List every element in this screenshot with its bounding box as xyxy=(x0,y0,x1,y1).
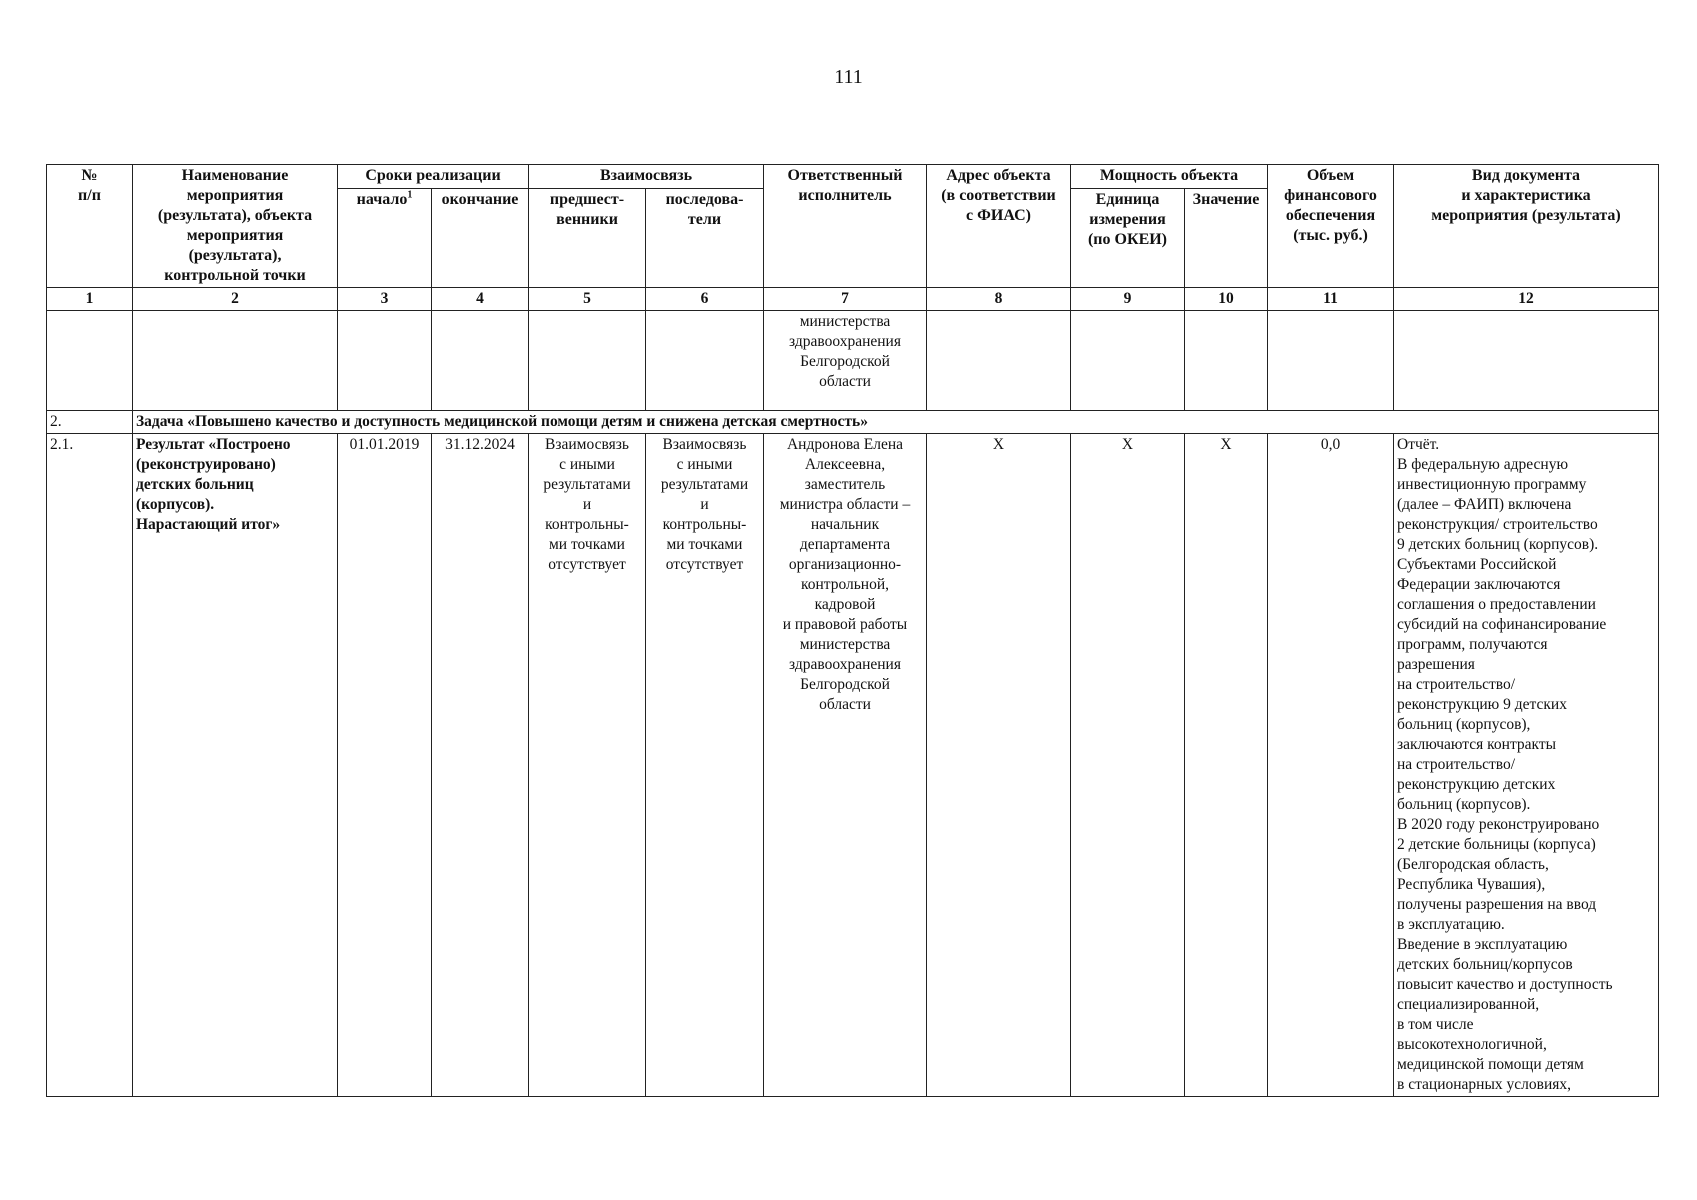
task-text: Задача «Повышено качество и доступность медицинской помощи детям и снижена детская смертность» xyxy=(133,411,1659,434)
text-line: (Белгородская область, xyxy=(1397,856,1549,873)
text-line: заместитель xyxy=(804,476,886,493)
text-line: Объем xyxy=(1306,167,1355,184)
text-line: последова- xyxy=(665,190,744,208)
continued-name xyxy=(133,311,338,411)
text-line: Взаимосвязь xyxy=(662,436,747,453)
text-line: реконструкция/ строительство xyxy=(1397,516,1598,533)
text-line: контрольной точки xyxy=(164,267,306,284)
text-line: В 2020 году реконструировано xyxy=(1397,816,1600,833)
text-line: Наименование xyxy=(181,167,289,184)
result-end: 31.12.2024 xyxy=(432,434,529,1097)
text-line: Субъектами Российской xyxy=(1397,556,1557,573)
text-line: (тыс. руб.) xyxy=(1293,227,1368,244)
continued-num xyxy=(47,311,133,411)
text-line: Республика Чувашия), xyxy=(1397,876,1546,893)
task-num: 2. xyxy=(47,411,133,434)
text-line: п/п xyxy=(78,187,101,204)
text-line: Федерации заключаются xyxy=(1397,576,1561,593)
text-line: высокотехнологичной, xyxy=(1397,1036,1547,1053)
text-line: реконструкцию 9 детских xyxy=(1397,696,1567,713)
header-unit xyxy=(1071,188,1185,287)
text-line: (по ОКЕИ) xyxy=(1087,230,1168,248)
result-predecessors xyxy=(529,434,646,1097)
text-line: субсидий на софинансирование xyxy=(1397,616,1607,633)
column-number-row xyxy=(47,288,1659,311)
text-line: 9 детских больниц (корпусов). xyxy=(1397,536,1599,553)
column-number: 9 xyxy=(1071,288,1185,311)
continued-pred xyxy=(529,311,646,411)
continued-address xyxy=(927,311,1071,411)
header-capacity: Мощность объекта xyxy=(1071,165,1268,189)
text-line: здравоохранения xyxy=(789,333,901,350)
text-line: Белгородской xyxy=(800,353,890,370)
result-num: 2.1. xyxy=(47,434,133,1097)
text-line: и правовой работы xyxy=(782,616,908,633)
continued-responsible xyxy=(764,311,927,411)
result-responsible xyxy=(764,434,927,1097)
text-line: (в соответствии xyxy=(941,187,1056,204)
continued-succ xyxy=(646,311,764,411)
text-line: на строительство/ xyxy=(1397,756,1516,773)
text-line: Алексеевна, xyxy=(804,456,886,473)
text-line: и характеристика xyxy=(1461,187,1591,204)
column-number: 8 xyxy=(927,288,1071,311)
text-line: Нарастающий итог» xyxy=(136,516,281,533)
text-line: отсутствует xyxy=(665,556,744,573)
text-line: на строительство/ xyxy=(1397,676,1516,693)
header-finance xyxy=(1268,165,1394,288)
continued-value xyxy=(1185,311,1268,411)
column-number: 7 xyxy=(764,288,927,311)
text-line: исполнитель xyxy=(798,187,892,204)
header-predecessors xyxy=(529,188,646,287)
text-line: Вид документа xyxy=(1471,167,1581,184)
text-line: мероприятия (результата) xyxy=(1431,207,1621,224)
text-line: В федеральную адресную xyxy=(1397,456,1569,473)
text-line: с иными xyxy=(559,456,615,473)
continued-start xyxy=(338,311,432,411)
text-line: измерения xyxy=(1089,210,1166,228)
text-line: венники xyxy=(556,210,618,228)
text-line: здравоохранения xyxy=(789,656,901,673)
text-line: получены разрешения на ввод xyxy=(1397,896,1597,913)
text-line: контрольны- xyxy=(662,516,747,533)
text-line: ми точками xyxy=(549,536,625,553)
header-successors xyxy=(646,188,764,287)
text-line: (результата), xyxy=(188,247,282,264)
result-finance: 0,0 xyxy=(1268,434,1394,1097)
text-line: соглашения о предоставлении xyxy=(1397,596,1596,613)
result-row xyxy=(47,434,1659,1097)
continued-finance xyxy=(1268,311,1394,411)
header-link: Взаимосвязь xyxy=(529,165,764,189)
text-line: департамента xyxy=(799,536,891,553)
result-value: Х xyxy=(1185,434,1268,1097)
text-line: Отчёт. xyxy=(1397,436,1440,453)
text-line: результатами xyxy=(660,476,749,493)
header-address xyxy=(927,165,1071,288)
text-line: и xyxy=(582,496,592,513)
text-line: Введение в эксплуатацию xyxy=(1397,936,1568,953)
continued-row xyxy=(47,311,1659,411)
text-line: программ, получаются xyxy=(1397,636,1548,653)
text-line: детских больниц xyxy=(136,476,254,493)
text-line: реконструкцию детских xyxy=(1397,776,1556,793)
column-number: 4 xyxy=(432,288,529,311)
text-line: области xyxy=(819,696,871,713)
text-line: (корпусов). xyxy=(136,496,215,513)
text-line: кадровой xyxy=(814,596,876,613)
text-line: финансового xyxy=(1284,187,1377,204)
header-start: начало$^1$ xyxy=(338,188,432,287)
column-number: 1 xyxy=(47,288,133,311)
text-line: в стационарных условиях, xyxy=(1397,1076,1571,1093)
result-name xyxy=(133,434,338,1097)
text-line: с ФИАС) xyxy=(966,207,1031,224)
text-line: и xyxy=(700,496,709,513)
text-line: Результат «Построено xyxy=(136,436,291,453)
text-line: Адрес объекта xyxy=(946,167,1051,184)
text-line: Ответственный xyxy=(787,167,903,184)
text-line: министерства xyxy=(799,636,891,653)
text-line: № xyxy=(81,167,98,184)
header-terms: Сроки реализации xyxy=(338,165,529,189)
result-start: 01.01.2019 xyxy=(338,434,432,1097)
text-line: обеспечения xyxy=(1285,207,1376,224)
text-line: Взаимосвязь xyxy=(545,436,629,453)
text-line: (далее – ФАИП) включена xyxy=(1397,496,1572,513)
text-line: организационно- xyxy=(788,556,902,573)
text-line: (реконструировано) xyxy=(136,456,276,473)
text-line: больниц (корпусов), xyxy=(1397,716,1531,733)
text-line: мероприятия xyxy=(186,187,284,204)
result-unit: Х xyxy=(1071,434,1185,1097)
continued-end xyxy=(432,311,529,411)
text-line: (результата), объекта xyxy=(157,207,313,224)
text-line: заключаются контракты xyxy=(1397,736,1557,753)
header-end: окончание xyxy=(432,188,529,287)
text-line: отсутствует xyxy=(548,556,626,573)
column-number: 5 xyxy=(529,288,646,311)
text-line: начальник xyxy=(810,516,880,533)
page-number: 111 xyxy=(834,66,863,88)
text-line: Андронова Елена xyxy=(786,436,904,453)
header-value: Значение xyxy=(1185,188,1268,287)
text-line: специализированной, xyxy=(1397,996,1540,1013)
column-number: 12 xyxy=(1394,288,1659,311)
text-line: разрешения xyxy=(1397,656,1475,673)
result-successors xyxy=(646,434,764,1097)
column-number: 6 xyxy=(646,288,764,311)
header-num xyxy=(47,165,133,288)
text-line: контрольны- xyxy=(545,516,629,533)
text-line: результатами xyxy=(543,476,631,493)
result-document xyxy=(1394,434,1659,1097)
text-line: с иными xyxy=(676,456,733,473)
text-line: больниц (корпусов). xyxy=(1397,796,1531,813)
text-line: в эксплуатацию. xyxy=(1397,916,1505,933)
column-number: 10 xyxy=(1185,288,1268,311)
text-line: области xyxy=(819,373,871,390)
text-line: повысит качество и доступность xyxy=(1397,976,1613,993)
text-line: детских больниц/корпусов xyxy=(1397,956,1573,973)
task-row xyxy=(47,411,1659,434)
text-line: медицинской помощи детям xyxy=(1397,1056,1584,1073)
text-line: инвестиционную программу xyxy=(1397,476,1587,493)
continued-doc xyxy=(1394,311,1659,411)
text-line: ми точками xyxy=(666,536,743,553)
text-line: 2 детские больницы (корпуса) xyxy=(1397,836,1596,853)
text-line: Белгородской xyxy=(800,676,890,693)
text-line: министерства xyxy=(799,313,891,330)
text-line: министра области – xyxy=(779,496,911,513)
text-line: контрольной, xyxy=(800,576,890,593)
text-line: мероприятия xyxy=(186,227,284,244)
column-number: 11 xyxy=(1268,288,1394,311)
column-number: 2 xyxy=(133,288,338,311)
text-line: предшест- xyxy=(549,190,625,208)
text-line: в том числе xyxy=(1397,1016,1474,1033)
plan-table xyxy=(46,164,1659,1097)
result-address: Х xyxy=(927,434,1071,1097)
header-name xyxy=(133,165,338,288)
column-number: 3 xyxy=(338,288,432,311)
text-line: Единица xyxy=(1095,190,1160,208)
header-responsible xyxy=(764,165,927,288)
header-doc xyxy=(1394,165,1659,288)
continued-unit xyxy=(1071,311,1185,411)
header-row-1 xyxy=(47,165,1659,189)
text-line: тели xyxy=(687,210,722,228)
